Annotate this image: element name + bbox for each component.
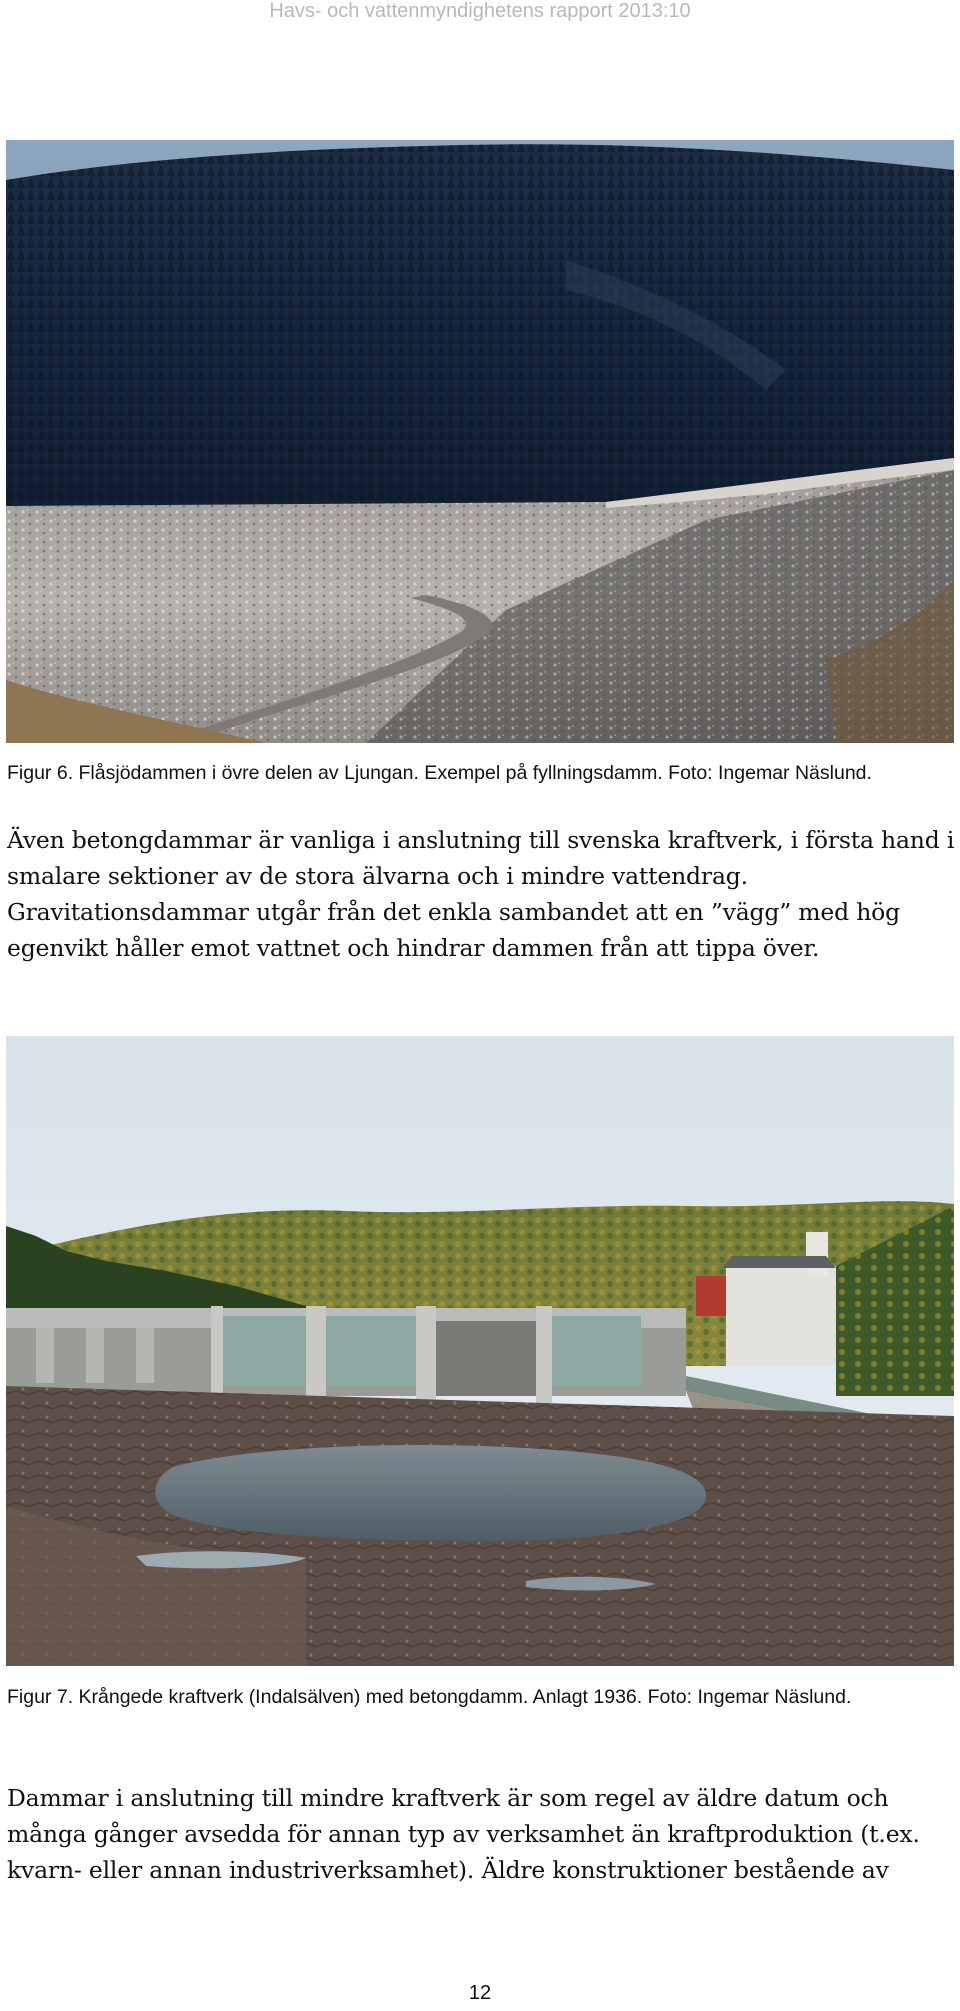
figure-7-photo [6, 1036, 954, 1666]
page-number: 12 [468, 1982, 492, 2004]
paragraph-2: Dammar i anslutning till mindre kraftverk är som regel av äldre datum och många gånger avsedda för annan typ av verksamhet än kraftproduktion (t.ex. kvarn- eller annan industriverksamhet). Äldre konstruktioner bestående av [7, 1784, 920, 1884]
report-header: Havs- och vattenmyndighetens rapport 2013:10 [269, 0, 691, 22]
figure-6-caption: Figur 6. Flåsjödammen i övre delen av Ljungan. Exempel på fyllningsdamm. Foto: Ingemar Näslund. [7, 762, 872, 784]
figure-6-photo [6, 140, 954, 743]
paragraph-1: Även betongdammar är vanliga i anslutning till svenska kraftverk, i första hand i smalare sektioner av de stora älvarna och i mindre vattendrag. Gravitationsdammar utgår från det enkla sambandet att en ”vägg” med hög egenvikt håller emot vattnet och hindrar dammen från att tippa över. [7, 826, 955, 962]
figure-7-caption: Figur 7. Krångede kraftverk (Indalsälven) med betongdamm. Anlagt 1936. Foto: Ingemar Näslund. [7, 1686, 852, 1708]
